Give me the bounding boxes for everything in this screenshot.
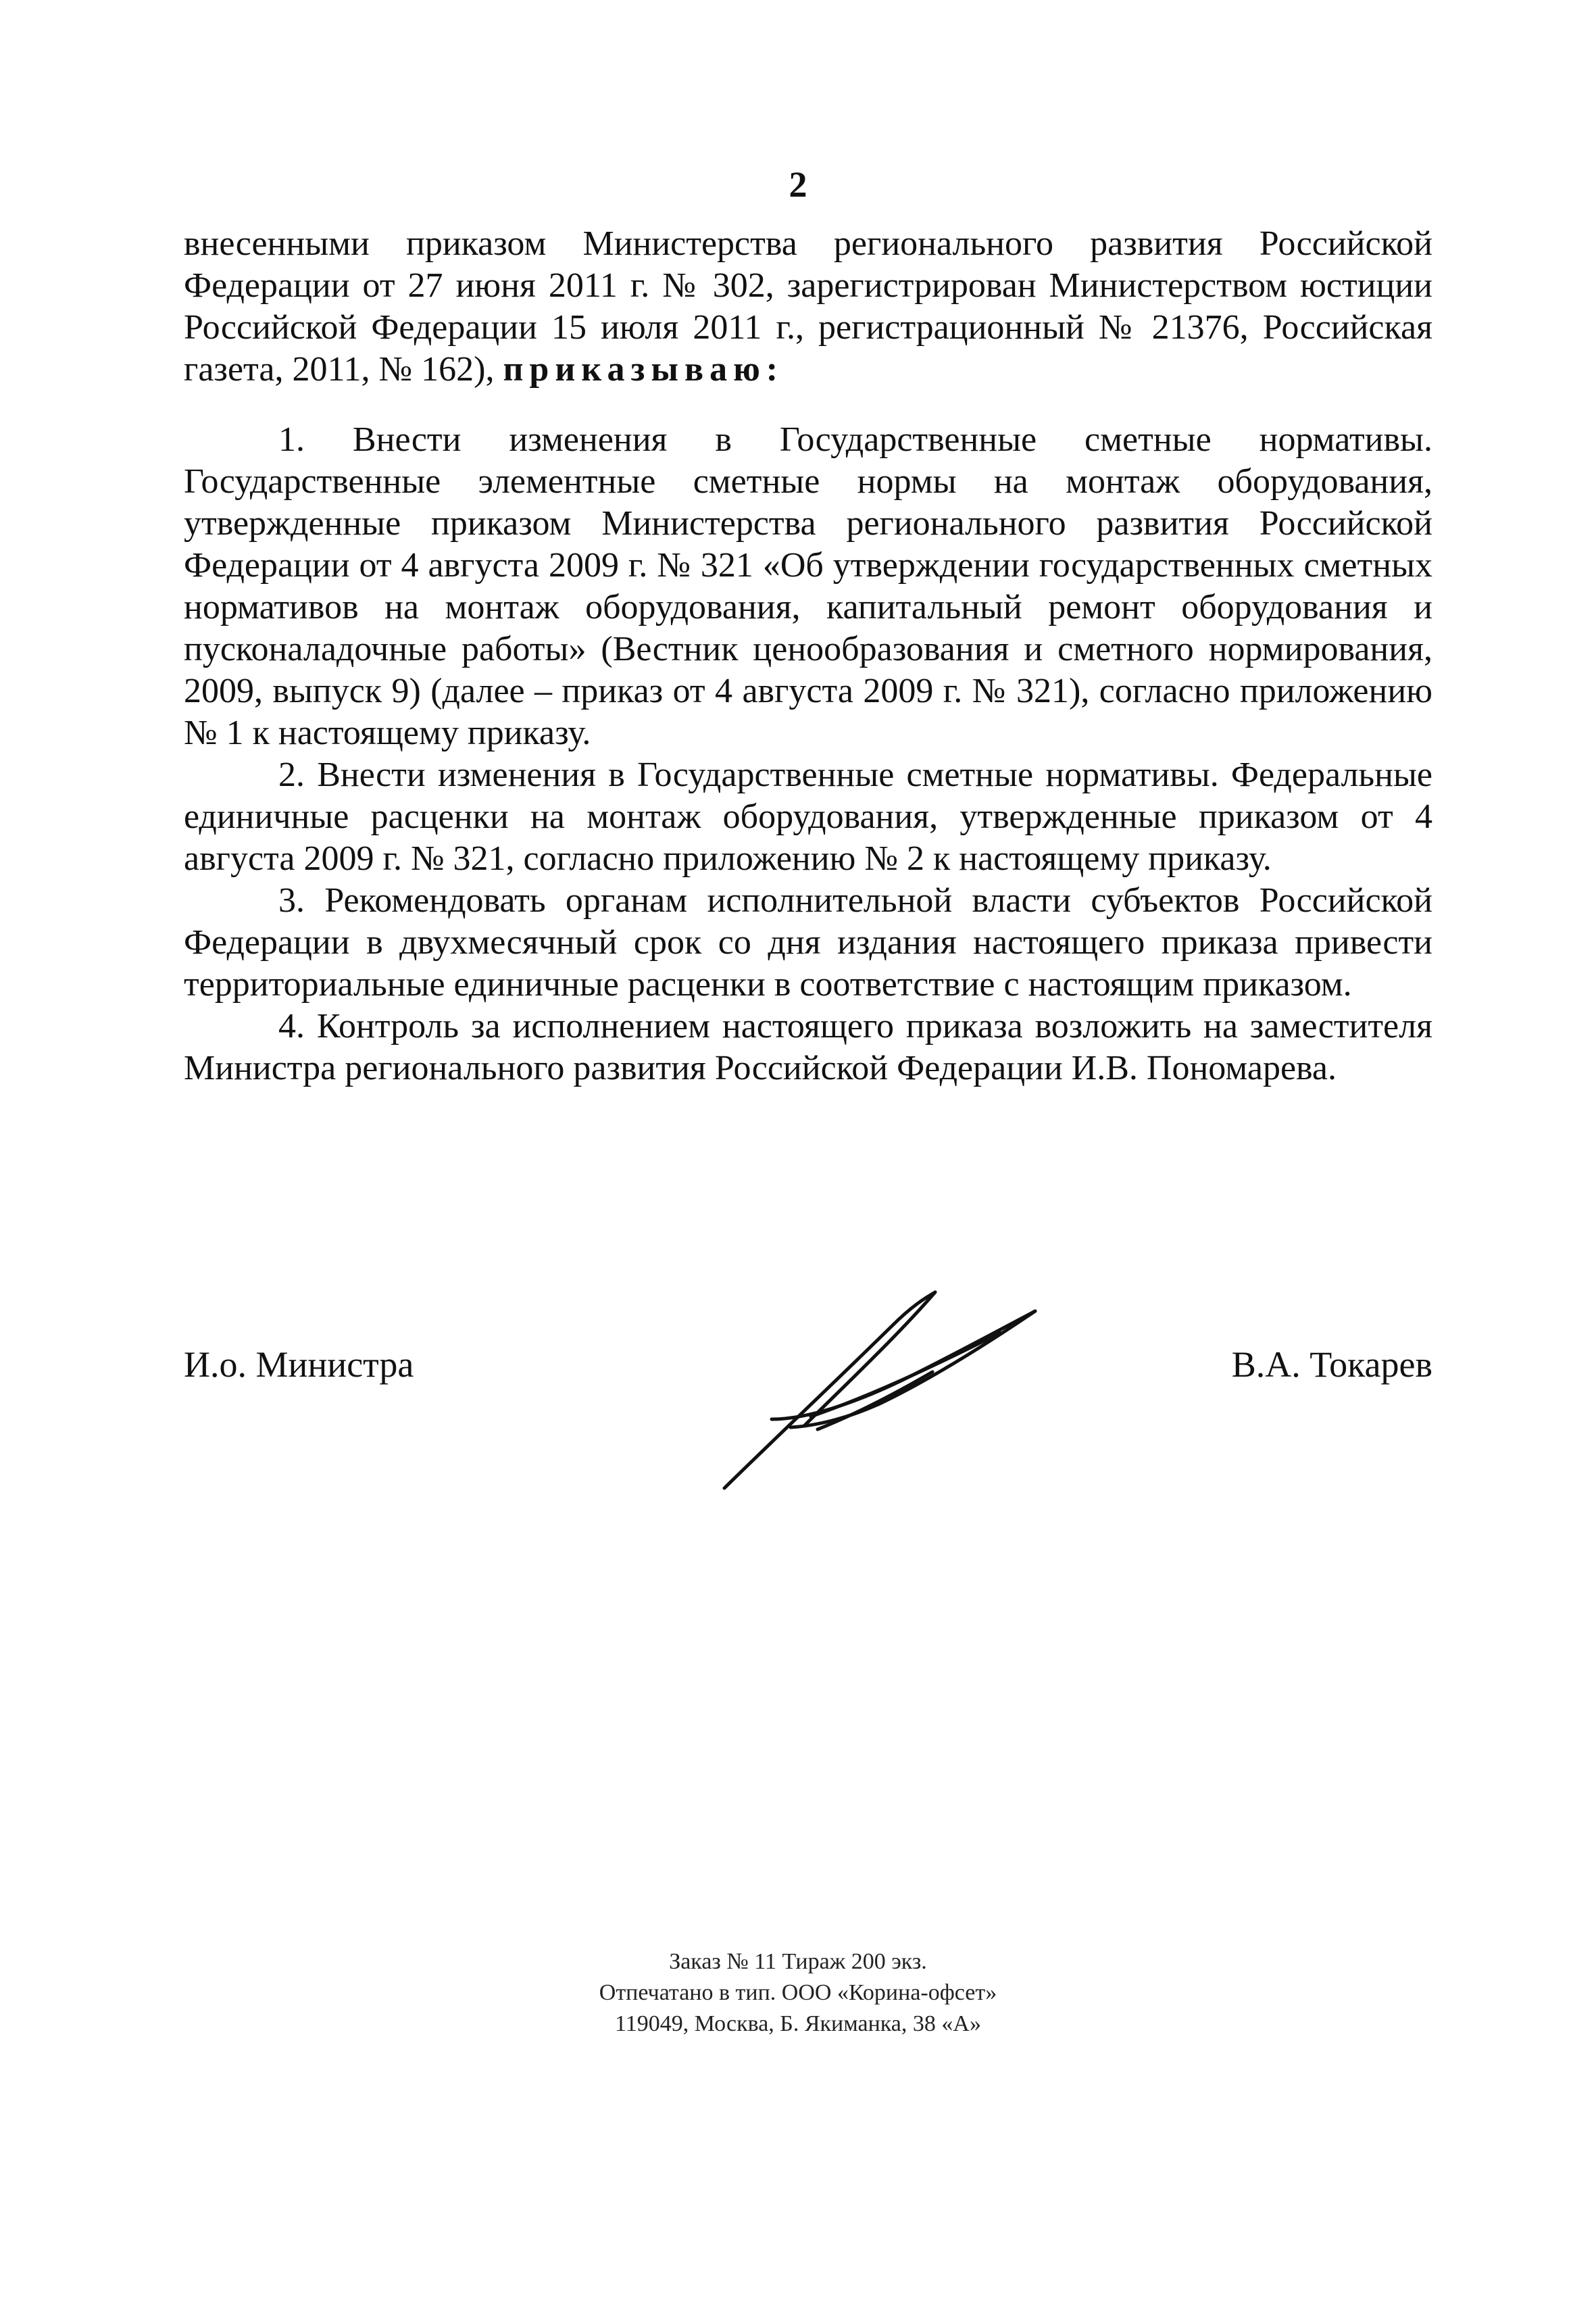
order-item-4: 4. Контроль за исполнением настоящего приказа возложить на заместителя Министра регионального развития Российской Федерации И.В. Пономарева.	[184, 1007, 1432, 1087]
order-item-2: 2. Внести изменения в Государственные сметные нормативы. Федеральные единичные расценки на монтаж оборудования, утвержденные приказом от 4 августа 2009 г. № 321, согласно приложению № 2 к настоящему приказу.	[184, 756, 1432, 878]
document-body	[184, 223, 1432, 1089]
handwritten-signature	[709, 1284, 1061, 1507]
intro-paragraph	[184, 223, 1432, 391]
intro-text: внесенными приказом Министерства регионального развития Российской Федерации от 27 июня 2011 г. № 302, зарегистрирован Министерством юстиции Российской Федерации 15 июля 2011 г., регистрационный № 21376, Российская газета, 2011, № 162),	[184, 224, 1432, 389]
imprint-address-line: 119049, Москва, Б. Якиманка, 38 «А»	[615, 2011, 981, 2036]
order-keyword: приказываю:	[503, 350, 784, 389]
order-item-1: 1. Внести изменения в Государственные сметные нормативы. Государственные элементные сметные нормы на монтаж оборудования, утвержденные приказом Министерства регионального развития Российской Федерации от 4 августа 2009 г. № 321 «Об утверждении государственных сметных нормативов на монтаж оборудования, капитальный ремонт оборудования и пусконаладочные работы» (Вестник ценообразования и сметного нормирования, 2009, выпуск 9) (далее – приказ от 4 августа 2009 г. № 321), согласно приложению № 1 к настоящему приказу.	[184, 420, 1432, 752]
imprint-order-line: Заказ № 11 Тираж 200 экз.	[669, 1949, 927, 1974]
signatory-name: В.А. Токарев	[1231, 1344, 1432, 1385]
print-imprint	[0, 1946, 1596, 2040]
signatory-title: И.о. Министра	[184, 1344, 414, 1385]
order-item-3: 3. Рекомендовать органам исполнительной власти субъектов Российской Федерации в двухмесячный срок со дня издания настоящего приказа привести территориальные единичные расценки в соответствие с настоящим приказом.	[184, 881, 1432, 1004]
imprint-printer-line: Отпечатано в тип. ООО «Корина-офсет»	[599, 1980, 997, 2005]
page-number: 2	[789, 164, 807, 205]
